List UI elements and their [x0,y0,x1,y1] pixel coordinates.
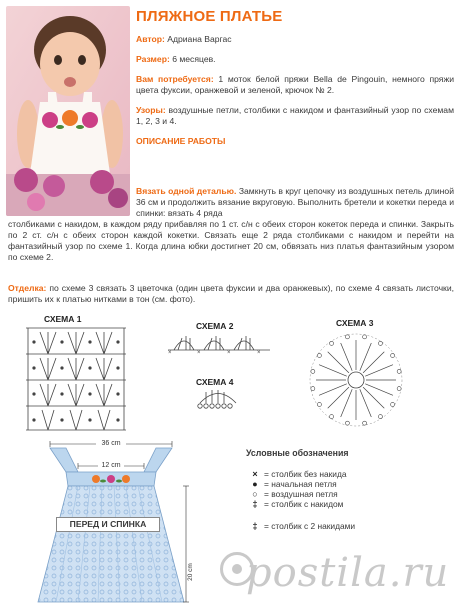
schema3-chain [317,354,321,358]
patterns-value: воздушные петли, столбики с накидом и фантазийный узор по схемам 1, 2, 3 и 4. [136,105,454,126]
schema3-chain [378,341,382,345]
description-block [8,186,454,263]
legend-item-text: = столбик без накида [264,468,347,479]
description-part2: столбиками с накидом, в каждом ряду прибавляя по 1 ст. с/н с обеих сторон кокеток переда и спинки. Закрыть по 2 ст. с/н с обеих сторон каждой кокетки. Связать еще 2 ряда столбиками с накидом и перейти на фантазийный узор по схеме 1. Когда длина юбки достигнет 20 см, обвязать низ платья фантазийным узором по схеме 2. [8,219,454,262]
description-heading: ОПИСАНИЕ РАБОТЫ [136,136,226,146]
size-value: 6 месяцев. [172,54,216,64]
start-loop-icon: ● [252,478,258,489]
author-value: Адриана Варгас [167,34,232,44]
finishing-value: по схеме 3 связать 3 цветочка (один цвета фуксии и два оранжевых), по схеме 4 связать листочки, пришить их к платью нитками в тон (см. фото). [8,283,455,304]
schema3-chain [397,387,401,391]
schema3-chain [330,341,334,345]
dress-top-width: 36 cm [101,440,121,447]
description-part1: Замкнуть в круг цепочку из воздушных петель длиной 36 см и продолжить вязание вкруговую. Выполнить бретели и кокетки переда и спинки: вязать 4 ряда [136,186,454,218]
single-crochet-icon: × [252,468,258,479]
size-label: Размер: [136,54,170,64]
legend-item-start-loop [246,479,456,489]
schema3-chain [363,335,367,339]
double-crochet-icon: ‡ [252,498,258,509]
schema3-title: СХЕМА 3 [336,318,374,328]
description-label: Вязать одной деталью. [136,186,237,196]
schema1-diagram [20,326,132,434]
legend-item-chain [246,489,456,499]
schema4-diagram [192,386,244,412]
legend-item-treble-crochet [246,521,456,531]
schema3-chain [345,335,349,339]
header-text-column [136,8,454,153]
size-field [136,54,454,65]
page-title: ПЛЯЖНОЕ ПЛАТЬЕ [136,8,283,25]
treble-crochet-icon: ‡ [252,520,258,531]
schema3-chain [345,421,349,425]
patterns-label: Узоры: [136,105,166,115]
svg-text:×: × [257,350,261,356]
author-label: Автор: [136,34,165,44]
description-first-part [8,186,454,219]
schema3-chain [311,369,315,373]
materials-value: 1 моток белой пряжи Bella de Pingouin, немного пряжи цвета фуксии, оранжевой и зеленой, крючок № 2. [136,74,455,95]
author-field [136,34,454,45]
materials-field [136,74,454,96]
legend-item-single-crochet [246,469,456,479]
schema2-diagram [164,330,274,356]
schema3-diagram [304,328,408,432]
schema3-chain [378,415,382,419]
baby-photo [6,6,130,216]
legend-item-double-crochet [246,499,456,509]
watermark: postila.ru [246,550,450,596]
legend-title: Условные обозначения [246,448,349,458]
legend-item-text: = столбик с 2 накидами [264,520,356,531]
schema4-title: СХЕМА 4 [196,377,234,387]
schema3-chain [397,369,401,373]
svg-text:×: × [227,350,231,356]
schema3-chain [391,402,395,406]
legend-item-text: = воздушная петля [264,488,338,499]
dress-length: 20 cm [187,563,194,581]
schema3-chain [363,421,367,425]
legend [246,448,456,531]
schema2-title: СХЕМА 2 [196,321,234,331]
chain-stitch-icon: ○ [252,488,258,499]
schema1-title: СХЕМА 1 [44,314,82,324]
dress-front-back-label: ПЕРЕД И СПИНКА [56,517,160,532]
finishing-block [8,283,454,305]
finishing-label: Отделка: [8,283,47,293]
schema3-chain [311,387,315,391]
dress-inner-width: 12 cm [101,462,121,469]
schema3-chain [330,415,334,419]
legend-item-text: = начальная петля [264,478,337,489]
legend-item-text: = столбик с накидом [264,498,344,509]
schema3-chain [317,402,321,406]
svg-text:×: × [197,350,201,356]
svg-text:×: × [168,350,172,356]
materials-label: Вам потребуется: [136,74,214,84]
schema3-chain [391,354,395,358]
patterns-field [136,105,454,127]
